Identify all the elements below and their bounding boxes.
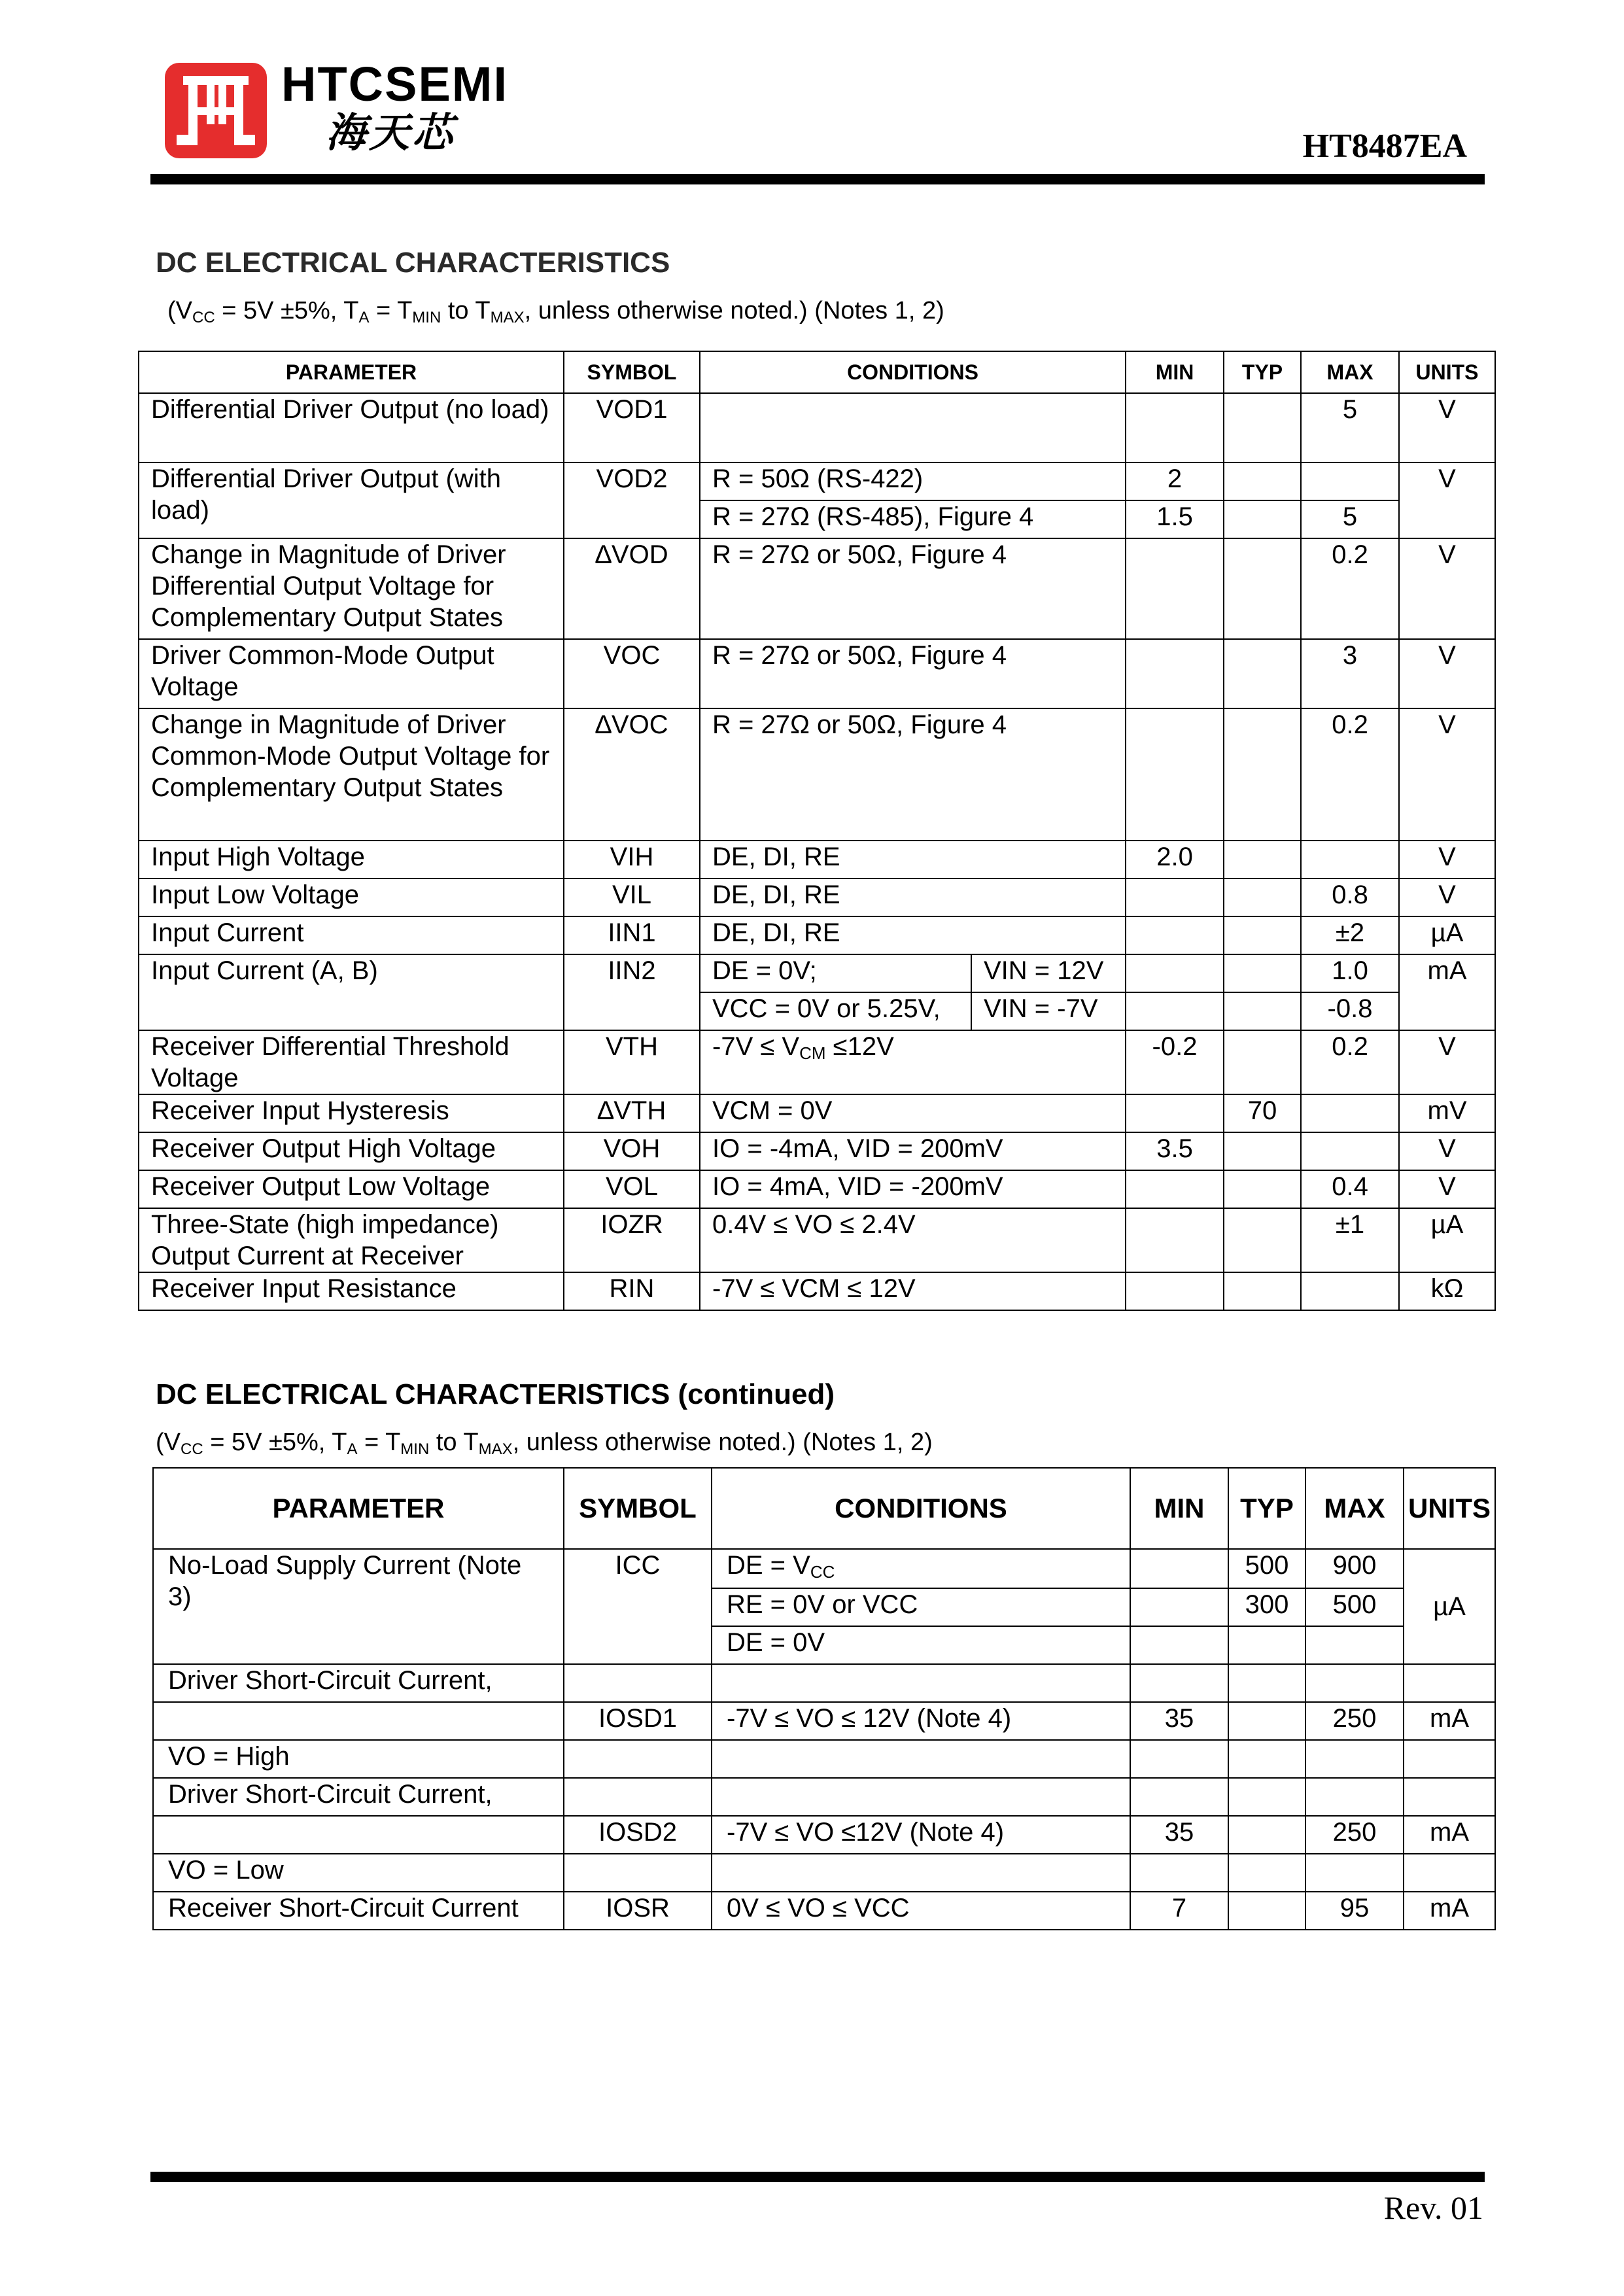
table-cell (564, 1778, 712, 1816)
table-cell: Receiver Input Hysteresis (139, 1094, 564, 1132)
table-cell: 0V ≤ VO ≤ VCC (712, 1892, 1130, 1930)
table-cell: 3.5 (1126, 1132, 1224, 1170)
table-cell: VIN = -7V (971, 992, 1126, 1030)
table-cell: VOH (564, 1132, 700, 1170)
text-fragment: A (347, 1440, 358, 1458)
table-cell (712, 1740, 1130, 1778)
table-cell (1224, 538, 1301, 639)
table-cell: IOSR (564, 1892, 712, 1930)
table-cell: mA (1404, 1892, 1495, 1930)
table-cell (1126, 954, 1224, 992)
table-row (139, 1132, 1495, 1170)
table-row (139, 954, 1495, 992)
header-rule (150, 174, 1485, 184)
table-cell: VO = Low (153, 1854, 564, 1892)
table-cell: IIN1 (564, 916, 700, 954)
table-cell: ∆VOD (564, 538, 700, 639)
brand-name: HTCSEMI (281, 57, 508, 111)
table-cell (564, 1740, 712, 1778)
section-title: DC ELECTRICAL CHARACTERISTICS (156, 247, 670, 279)
table-cell (712, 1664, 1130, 1702)
table-cell: 0.8 (1301, 878, 1399, 916)
table-cell (1130, 1626, 1228, 1664)
table-cell: Change in Magnitude of Driver Differential Output Voltage for Complementary Output States (139, 538, 564, 639)
text-fragment: CC (192, 309, 215, 326)
table-cell (1224, 462, 1301, 500)
text-fragment: CC (810, 1562, 835, 1582)
table-cell: Receiver Input Resistance (139, 1272, 564, 1310)
text-fragment: CC (181, 1440, 203, 1458)
table-cell: 2.0 (1126, 841, 1224, 878)
table-cell: V (1399, 878, 1495, 916)
table-cell (1224, 1132, 1301, 1170)
table-cell (1130, 1664, 1228, 1702)
table-cell: 5 (1301, 500, 1399, 538)
table-cell: Differential Driver Output (no load) (139, 393, 564, 462)
table-cell: Input High Voltage (139, 841, 564, 878)
table-cell: 0.2 (1301, 538, 1399, 639)
table-cell: Receiver Output High Voltage (139, 1132, 564, 1170)
table-cell: Input Low Voltage (139, 878, 564, 916)
text-fragment: (V (156, 1429, 181, 1456)
htcsemi-logo (164, 61, 268, 160)
table-cell: V (1399, 708, 1495, 841)
table-row (139, 708, 1495, 841)
table-cell: -0.8 (1301, 992, 1399, 1030)
footer-rule (150, 2172, 1485, 2182)
table-cell: Change in Magnitude of Driver Common-Mode Output Voltage for Complementary Output States (139, 708, 564, 841)
table-cell: VIL (564, 878, 700, 916)
table-cell (712, 1778, 1130, 1816)
table-cell (700, 1030, 1126, 1094)
table-cell (1404, 1664, 1495, 1702)
col-header: CONDITIONS (712, 1468, 1130, 1549)
table-cell (1404, 1740, 1495, 1778)
table-cell: VOD2 (564, 462, 700, 538)
table-cell: V (1399, 639, 1495, 708)
table-cell: 35 (1130, 1702, 1228, 1740)
text-fragment: to T (441, 297, 491, 324)
text-fragment: , unless otherwise noted.) (Notes 1, 2) (512, 1429, 933, 1456)
table-row (139, 1208, 1495, 1272)
table-cell: VIN = 12V (971, 954, 1126, 992)
table-row (139, 462, 1495, 500)
table-cell: 5 (1301, 393, 1399, 462)
table-cell: 500 (1305, 1588, 1404, 1626)
col-header: TYP (1228, 1468, 1305, 1549)
table-cell (1224, 1208, 1301, 1272)
table-row (139, 393, 1495, 462)
table-cell (1301, 841, 1399, 878)
table-cell: V (1399, 393, 1495, 462)
brand-name-chinese: 海天芯 (326, 109, 456, 156)
table-row (153, 1816, 1495, 1854)
text-fragment: (V (167, 297, 192, 324)
table-cell: 95 (1305, 1892, 1404, 1930)
table-cell: µA (1399, 1208, 1495, 1272)
revision-label: Rev. 01 (1383, 2189, 1483, 2226)
table-cell: Receiver Short-Circuit Current (153, 1892, 564, 1930)
table-row (153, 1702, 1495, 1740)
table-cell: Driver Short-Circuit Current, (153, 1664, 564, 1702)
table-cell: Differential Driver Output (with load) (139, 462, 564, 538)
table-cell (564, 1854, 712, 1892)
table-cell: VCM = 0V (700, 1094, 1126, 1132)
table-cell (1305, 1740, 1404, 1778)
text-fragment: = T (369, 297, 413, 324)
table-row (153, 1549, 1495, 1588)
col-header: CONDITIONS (700, 351, 1126, 393)
table-cell: ±1 (1301, 1208, 1399, 1272)
table-cell: mV (1399, 1094, 1495, 1132)
table-cell (1126, 992, 1224, 1030)
table-row (139, 1170, 1495, 1208)
table-cell (1224, 878, 1301, 916)
table-cell: -7V ≤ VO ≤12V (Note 4) (712, 1816, 1130, 1854)
table-header-row (139, 351, 1495, 393)
table-cell: 500 (1228, 1549, 1305, 1588)
text-fragment: = 5V ±5%, T (203, 1429, 347, 1456)
table-cell: kΩ (1399, 1272, 1495, 1310)
table-row (139, 1094, 1495, 1132)
table-cell: RE = 0V or VCC (712, 1588, 1130, 1626)
table-cell: -0.2 (1126, 1030, 1224, 1094)
table-cell: 70 (1224, 1094, 1301, 1132)
table-cell (1404, 1778, 1495, 1816)
table-cell: VOC (564, 639, 700, 708)
table-cell: IOSD1 (564, 1702, 712, 1740)
table-cell: Driver Common-Mode Output Voltage (139, 639, 564, 708)
text-fragment: ≤12V (825, 1032, 894, 1061)
table-cell (1301, 1272, 1399, 1310)
table-cell (153, 1702, 564, 1740)
text-fragment: = 5V ±5%, T (215, 297, 359, 324)
table-cell: R = 50Ω (RS-422) (700, 462, 1126, 500)
table-cell: -7V ≤ VCM ≤ 12V (700, 1272, 1126, 1310)
table-row (153, 1892, 1495, 1930)
table-cell: VCC = 0V or 5.25V, (700, 992, 971, 1030)
table-cell: ∆VTH (564, 1094, 700, 1132)
table-cell (1130, 1549, 1228, 1588)
table-cell: 35 (1130, 1816, 1228, 1854)
section-conditions (167, 298, 944, 326)
table-cell (712, 1549, 1130, 1588)
table-cell: 1.5 (1126, 500, 1224, 538)
table-cell (1224, 954, 1301, 992)
table-cell (1224, 1030, 1301, 1094)
table-cell: Receiver Output Low Voltage (139, 1170, 564, 1208)
table-cell (712, 1854, 1130, 1892)
dc-characteristics-continued-table (152, 1467, 1496, 1930)
table-cell (1126, 1272, 1224, 1310)
col-header: SYMBOL (564, 1468, 712, 1549)
table-cell (1301, 462, 1399, 500)
table-cell (700, 393, 1126, 462)
table-cell: V (1399, 1030, 1495, 1094)
table-cell: 250 (1305, 1702, 1404, 1740)
table-cell (1228, 1626, 1305, 1664)
table-cell (1224, 639, 1301, 708)
table-cell: mA (1404, 1816, 1495, 1854)
table-cell: Driver Short-Circuit Current, (153, 1778, 564, 1816)
table-row (139, 841, 1495, 878)
table-cell: 900 (1305, 1549, 1404, 1588)
table-cell (1224, 1272, 1301, 1310)
table-cell (1228, 1740, 1305, 1778)
table-cell (1301, 1132, 1399, 1170)
table-cell (1224, 916, 1301, 954)
table-cell: IO = 4mA, VID = -200mV (700, 1170, 1126, 1208)
table-cell: IOZR (564, 1208, 700, 1272)
table-cell (1126, 916, 1224, 954)
col-header: PARAMETER (153, 1468, 564, 1549)
table-cell: 0.2 (1301, 708, 1399, 841)
table-row (139, 916, 1495, 954)
table-cell: VO = High (153, 1740, 564, 1778)
col-header: MAX (1305, 1468, 1404, 1549)
table-cell: -7V ≤ VO ≤ 12V (Note 4) (712, 1702, 1130, 1740)
table-cell (1126, 1170, 1224, 1208)
table-cell: VOD1 (564, 393, 700, 462)
col-header: PARAMETER (139, 351, 564, 393)
table-cell (1228, 1702, 1305, 1740)
table-cell (1224, 992, 1301, 1030)
table-cell: V (1399, 462, 1495, 538)
table-cell: IIN2 (564, 954, 700, 1030)
table-cell (1228, 1816, 1305, 1854)
table-cell (1126, 639, 1224, 708)
table-cell: DE, DI, RE (700, 878, 1126, 916)
dc-characteristics-table (138, 351, 1496, 1311)
table-cell: ±2 (1301, 916, 1399, 954)
col-header: MIN (1130, 1468, 1228, 1549)
table-cell (1224, 500, 1301, 538)
table-cell: V (1399, 1170, 1495, 1208)
table-cell (1404, 1854, 1495, 1892)
table-cell: 7 (1130, 1892, 1228, 1930)
table-cell (1305, 1626, 1404, 1664)
table-row (139, 1030, 1495, 1094)
table-row (153, 1740, 1495, 1778)
table-cell (1126, 878, 1224, 916)
table-cell: 0.4V ≤ VO ≤ 2.4V (700, 1208, 1126, 1272)
text-fragment: MAX (478, 1440, 513, 1458)
table-cell: ∆VOC (564, 708, 700, 841)
table-row (139, 878, 1495, 916)
table-cell (1228, 1854, 1305, 1892)
table-cell: ICC (564, 1549, 712, 1664)
table-cell: Input Current (A, B) (139, 954, 564, 1030)
table-header-row (153, 1468, 1495, 1549)
table-cell: mA (1399, 954, 1495, 1030)
table-cell (1130, 1740, 1228, 1778)
table-cell (1126, 1208, 1224, 1272)
col-header: MAX (1301, 351, 1399, 393)
table-cell: IOSD2 (564, 1816, 712, 1854)
table-cell: DE, DI, RE (700, 916, 1126, 954)
table-cell (1228, 1892, 1305, 1930)
col-header: UNITS (1404, 1468, 1495, 1549)
part-number: HT8487EA (1302, 128, 1467, 165)
table-cell: R = 27Ω (RS-485), Figure 4 (700, 500, 1126, 538)
text-fragment: -7V ≤ V (712, 1032, 800, 1061)
table-cell: R = 27Ω or 50Ω, Figure 4 (700, 708, 1126, 841)
table-cell: VOL (564, 1170, 700, 1208)
text-fragment: CM (799, 1043, 826, 1063)
table-cell: mA (1404, 1702, 1495, 1740)
table-cell (153, 1816, 564, 1854)
table-cell: 2 (1126, 462, 1224, 500)
table-row (153, 1854, 1495, 1892)
table-cell: 0.4 (1301, 1170, 1399, 1208)
table-cell: DE = 0V; (700, 954, 971, 992)
table-cell (1130, 1588, 1228, 1626)
table-cell: µA (1399, 916, 1495, 954)
table-cell: Three-State (high impedance) Output Current at Receiver (139, 1208, 564, 1272)
table-cell (1126, 538, 1224, 639)
table-cell (1126, 1094, 1224, 1132)
col-header: MIN (1126, 351, 1224, 393)
table-cell: V (1399, 1132, 1495, 1170)
table-row (139, 639, 1495, 708)
table-cell: 1.0 (1301, 954, 1399, 992)
table-cell: V (1399, 841, 1495, 878)
section-conditions (156, 1430, 933, 1457)
table-cell: 250 (1305, 1816, 1404, 1854)
table-cell: RIN (564, 1272, 700, 1310)
table-cell: Input Current (139, 916, 564, 954)
text-fragment: , unless otherwise noted.) (Notes 1, 2) (524, 297, 944, 324)
table-cell (1305, 1664, 1404, 1702)
table-cell (1126, 393, 1224, 462)
text-fragment: MIN (400, 1440, 430, 1458)
table-cell (1305, 1854, 1404, 1892)
table-row (153, 1778, 1495, 1816)
col-header: TYP (1224, 351, 1301, 393)
table-cell: VIH (564, 841, 700, 878)
table-cell: 0.2 (1301, 1030, 1399, 1094)
table-cell: DE = 0V (712, 1626, 1130, 1664)
table-cell (1224, 393, 1301, 462)
table-cell (1301, 1094, 1399, 1132)
text-fragment: to T (429, 1429, 479, 1456)
table-cell (1224, 841, 1301, 878)
table-cell: Receiver Differential Threshold Voltage (139, 1030, 564, 1094)
text-fragment: DE = V (727, 1551, 810, 1580)
table-cell (1228, 1778, 1305, 1816)
table-cell (1224, 708, 1301, 841)
table-cell: R = 27Ω or 50Ω, Figure 4 (700, 538, 1126, 639)
table-cell (1305, 1778, 1404, 1816)
text-fragment: MIN (412, 309, 441, 326)
table-cell: VTH (564, 1030, 700, 1094)
table-cell: IO = -4mA, VID = 200mV (700, 1132, 1126, 1170)
section-title: DC ELECTRICAL CHARACTERISTICS (continued) (156, 1378, 835, 1410)
table-cell (1224, 1170, 1301, 1208)
table-row (153, 1664, 1495, 1702)
text-fragment: A (358, 309, 370, 326)
table-cell (564, 1664, 712, 1702)
table-cell (1126, 708, 1224, 841)
table-cell: 3 (1301, 639, 1399, 708)
table-row (139, 1272, 1495, 1310)
table-cell (1228, 1664, 1305, 1702)
col-header: SYMBOL (564, 351, 700, 393)
table-cell: No-Load Supply Current (Note 3) (153, 1549, 564, 1664)
text-fragment: MAX (490, 309, 525, 326)
table-cell: DE, DI, RE (700, 841, 1126, 878)
col-header: UNITS (1399, 351, 1495, 393)
table-row (139, 538, 1495, 639)
table-cell: µA (1404, 1549, 1495, 1664)
table-cell: 300 (1228, 1588, 1305, 1626)
table-cell (1130, 1778, 1228, 1816)
table-cell (1130, 1854, 1228, 1892)
text-fragment: = T (357, 1429, 401, 1456)
table-cell: V (1399, 538, 1495, 639)
table-cell: R = 27Ω or 50Ω, Figure 4 (700, 639, 1126, 708)
